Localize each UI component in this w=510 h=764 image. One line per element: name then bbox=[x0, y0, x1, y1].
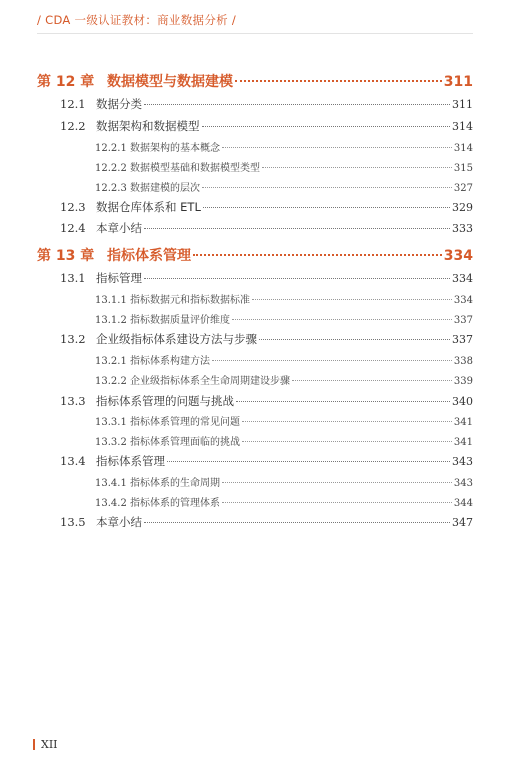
chapter-title: 数据模型与数据建模 bbox=[107, 74, 233, 90]
section-page: 333 bbox=[452, 222, 473, 235]
subsection-number: 13.2.1 bbox=[95, 356, 127, 367]
section-number: 13.4 bbox=[60, 454, 86, 468]
toc-entry[interactable] bbox=[37, 331, 473, 347]
toc-entry[interactable] bbox=[37, 352, 473, 367]
section-page: 334 bbox=[452, 272, 473, 285]
subsection-number: 13.1.2 bbox=[95, 315, 127, 326]
dot-leader bbox=[144, 278, 450, 279]
subsection-title: 指标体系管理的常见问题 bbox=[130, 417, 240, 428]
dot-leader bbox=[144, 522, 450, 523]
page-number: XII bbox=[41, 738, 58, 751]
chapter-page: 334 bbox=[443, 248, 473, 264]
subsection-page: 327 bbox=[453, 183, 473, 194]
toc-entry[interactable] bbox=[37, 372, 473, 387]
toc-entry[interactable] bbox=[37, 433, 473, 448]
subsection-number: 13.1.1 bbox=[95, 295, 127, 306]
toc-entry[interactable] bbox=[37, 179, 473, 194]
toc-entry[interactable] bbox=[37, 139, 473, 154]
chapter-number: 第 12 章 bbox=[37, 74, 95, 90]
section-title: 本章小结 bbox=[96, 221, 142, 235]
subsection-number: 13.4.1 bbox=[95, 478, 127, 489]
subsection-page: 338 bbox=[453, 356, 473, 367]
dot-leader bbox=[262, 167, 452, 168]
dot-leader bbox=[232, 319, 452, 320]
subsection-number: 12.2.1 bbox=[95, 143, 127, 154]
subsection-page: 334 bbox=[453, 295, 473, 306]
section-title: 企业级指标体系建设方法与步骤 bbox=[96, 332, 257, 346]
subsection-title: 数据建模的层次 bbox=[130, 183, 200, 194]
toc-entry[interactable] bbox=[37, 199, 473, 215]
subsection-number: 13.2.2 bbox=[95, 376, 127, 387]
dot-leader bbox=[235, 80, 442, 82]
section-number: 13.5 bbox=[60, 515, 86, 529]
section-number: 12.2 bbox=[60, 119, 86, 133]
section-number: 12.1 bbox=[60, 97, 86, 111]
dot-leader bbox=[242, 421, 452, 422]
subsection-number: 12.2.3 bbox=[95, 183, 127, 194]
subsection-page: 315 bbox=[453, 163, 473, 174]
section-title: 指标体系管理 bbox=[96, 454, 165, 468]
toc-entry[interactable] bbox=[37, 494, 473, 509]
subsection-title: 指标数据质量评价维度 bbox=[130, 315, 230, 326]
subsection-number: 12.2.2 bbox=[95, 163, 127, 174]
toc-entry[interactable] bbox=[37, 474, 473, 489]
toc-entry[interactable] bbox=[37, 514, 473, 530]
toc-entry[interactable] bbox=[37, 311, 473, 326]
toc-chapter-13[interactable] bbox=[37, 245, 473, 265]
section-number: 13.1 bbox=[60, 271, 86, 285]
subsection-title: 指标体系构建方法 bbox=[130, 356, 210, 367]
toc-chapter-12[interactable] bbox=[37, 71, 473, 91]
toc-entry[interactable] bbox=[37, 270, 473, 286]
toc-entry[interactable] bbox=[37, 159, 473, 174]
subsection-title: 企业级指标体系全生命周期建设步骤 bbox=[130, 376, 290, 387]
subsection-page: 341 bbox=[453, 417, 473, 428]
toc-entry[interactable] bbox=[37, 118, 473, 134]
toc-entry[interactable] bbox=[37, 96, 473, 112]
dot-leader bbox=[292, 380, 452, 381]
subsection-title: 数据模型基础和数据模型类型 bbox=[130, 163, 260, 174]
toc-entry[interactable] bbox=[37, 453, 473, 469]
subsection-page: 337 bbox=[453, 315, 473, 326]
dot-leader bbox=[222, 147, 452, 148]
section-title: 指标体系管理的问题与挑战 bbox=[96, 394, 234, 408]
section-number: 13.2 bbox=[60, 332, 86, 346]
chapter-title: 指标体系管理 bbox=[107, 248, 191, 264]
toc-entry[interactable] bbox=[37, 220, 473, 236]
dot-leader bbox=[222, 502, 452, 503]
subsection-page: 344 bbox=[453, 498, 473, 509]
subsection-number: 13.3.1 bbox=[95, 417, 127, 428]
running-header: / CDA 一级认证教材：商业数据分析 / bbox=[37, 13, 237, 27]
section-page: 340 bbox=[452, 395, 473, 408]
subsection-page: 339 bbox=[453, 376, 473, 387]
toc-entry[interactable] bbox=[37, 393, 473, 409]
dot-leader bbox=[236, 401, 450, 402]
section-title: 本章小结 bbox=[96, 515, 142, 529]
section-title: 数据仓库体系和 ETL bbox=[96, 200, 201, 214]
dot-leader bbox=[259, 339, 450, 340]
subsection-title: 指标体系的管理体系 bbox=[130, 498, 220, 509]
subsection-title: 数据架构的基本概念 bbox=[130, 143, 220, 154]
header-divider bbox=[37, 33, 473, 34]
dot-leader bbox=[144, 228, 450, 229]
dot-leader bbox=[202, 187, 452, 188]
subsection-title: 指标体系管理面临的挑战 bbox=[130, 437, 240, 448]
section-number: 13.3 bbox=[60, 394, 86, 408]
dot-leader bbox=[252, 299, 452, 300]
subsection-title: 指标数据元和指标数据标准 bbox=[130, 295, 250, 306]
section-title: 数据架构和数据模型 bbox=[96, 119, 200, 133]
dot-leader bbox=[193, 254, 442, 256]
section-number: 12.3 bbox=[60, 200, 86, 214]
dot-leader bbox=[222, 482, 452, 483]
subsection-title: 指标体系的生命周期 bbox=[130, 478, 220, 489]
toc-entry[interactable] bbox=[37, 291, 473, 306]
dot-leader bbox=[203, 207, 450, 208]
footer-accent-bar bbox=[33, 739, 35, 750]
dot-leader bbox=[167, 461, 450, 462]
section-page: 347 bbox=[452, 516, 473, 529]
chapter-number: 第 13 章 bbox=[37, 248, 95, 264]
toc-entry[interactable] bbox=[37, 413, 473, 428]
section-page: 311 bbox=[452, 98, 473, 111]
subsection-page: 314 bbox=[453, 143, 473, 154]
section-page: 343 bbox=[452, 455, 473, 468]
section-page: 329 bbox=[452, 201, 473, 214]
subsection-page: 341 bbox=[453, 437, 473, 448]
dot-leader bbox=[242, 441, 452, 442]
section-title: 数据分类 bbox=[96, 97, 142, 111]
subsection-page: 343 bbox=[453, 478, 473, 489]
section-page: 337 bbox=[452, 333, 473, 346]
section-title: 指标管理 bbox=[96, 271, 142, 285]
dot-leader bbox=[212, 360, 452, 361]
dot-leader bbox=[144, 104, 450, 105]
subsection-number: 13.3.2 bbox=[95, 437, 127, 448]
dot-leader bbox=[202, 126, 451, 127]
chapter-page: 311 bbox=[443, 74, 473, 90]
subsection-number: 13.4.2 bbox=[95, 498, 127, 509]
section-page: 314 bbox=[452, 120, 473, 133]
section-number: 12.4 bbox=[60, 221, 86, 235]
